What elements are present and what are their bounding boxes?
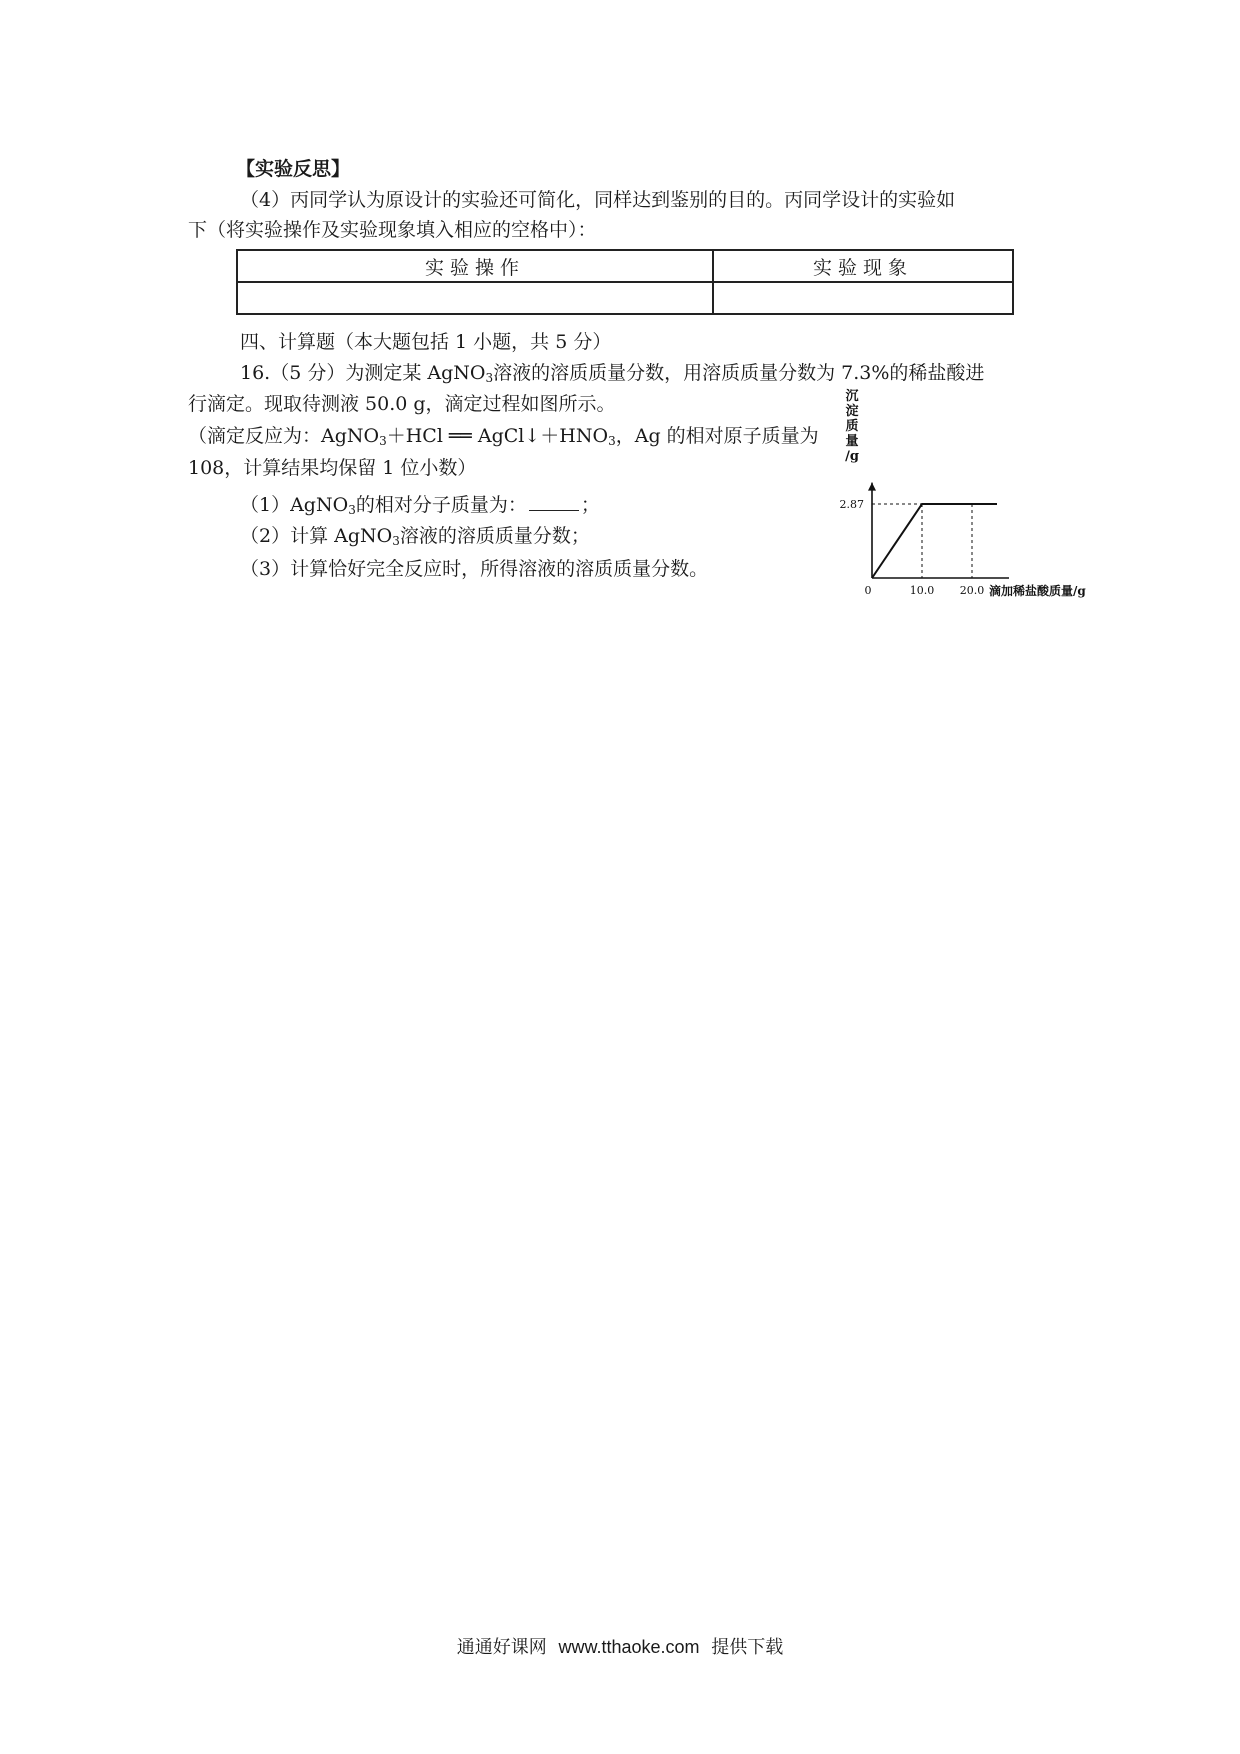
- q16-line1: 16.（5 分）为测定某 AgNO$_3$溶液的溶质质量分数，用溶质质量分数为 7.3%的稀盐酸进: [240, 362, 985, 385]
- y-axis-arrow: [868, 483, 876, 491]
- x-axis-label: 滴加稀盐酸质量/g: [989, 584, 1086, 598]
- y-axis-label-char: 淀: [845, 404, 859, 419]
- x-tick-label: 10.0: [909, 584, 935, 597]
- x-tick-label: 0: [864, 584, 872, 597]
- x-tick-label: 20.0: [959, 584, 985, 597]
- section-title: 【实验反思】: [236, 158, 351, 180]
- q16-sub1: （1）AgNO$_3$的相对分子质量为： ；: [240, 494, 600, 517]
- table-header-operation: 实验操作: [237, 250, 713, 282]
- section4-title: 四、计算题（本大题包括 1 小题，共 5 分）: [240, 331, 612, 353]
- y-axis-label-char: /g: [845, 449, 859, 464]
- q16-line3: （滴定反应为：AgNO$_3$＋HCl ══ $AgCl↓+HNO_3$，Ag 的相对原子质量为: [188, 425, 819, 448]
- y-axis-label-char: 质: [845, 419, 859, 434]
- footer: [0, 1633, 1240, 1659]
- precipitate-chart: [840, 385, 1140, 605]
- y-tick-label: 2.87: [840, 498, 864, 511]
- footer-right: 提供下载: [711, 1637, 784, 1658]
- y-axis-label-char: 量: [845, 434, 859, 449]
- q4-line1: （4）丙同学认为原设计的实验还可简化，同样达到鉴别的目的。丙同学设计的实验如: [240, 189, 956, 211]
- series-line: [872, 504, 997, 578]
- q16-line4: 108，计算结果均保留 1 位小数）: [188, 457, 477, 479]
- q16-sub2: （2）计算 AgNO$_3$溶液的溶质质量分数；: [240, 525, 590, 548]
- answer-blank[interactable]: [529, 492, 579, 511]
- q16-line2: 行滴定。现取待测液 50.0 g，滴定过程如图所示。: [188, 393, 616, 415]
- footer-site-link[interactable]: www.tthaoke.com: [558, 1637, 700, 1657]
- experiment-table: [236, 249, 1014, 315]
- table-cell-phenomenon[interactable]: [713, 282, 1013, 314]
- table-row: [237, 282, 1013, 314]
- y-axis-label-char: 沉: [845, 389, 859, 404]
- table-cell-operation[interactable]: [237, 282, 713, 314]
- q4-line2: 下（将实验操作及实验现象填入相应的空格中）：: [188, 219, 597, 241]
- table-header-row: [237, 250, 1013, 282]
- footer-left: 通通好课网: [456, 1637, 547, 1658]
- q16-sub3: （3）计算恰好完全反应时，所得溶液的溶质质量分数。: [240, 558, 709, 580]
- table-header-phenomenon: 实验现象: [713, 250, 1013, 282]
